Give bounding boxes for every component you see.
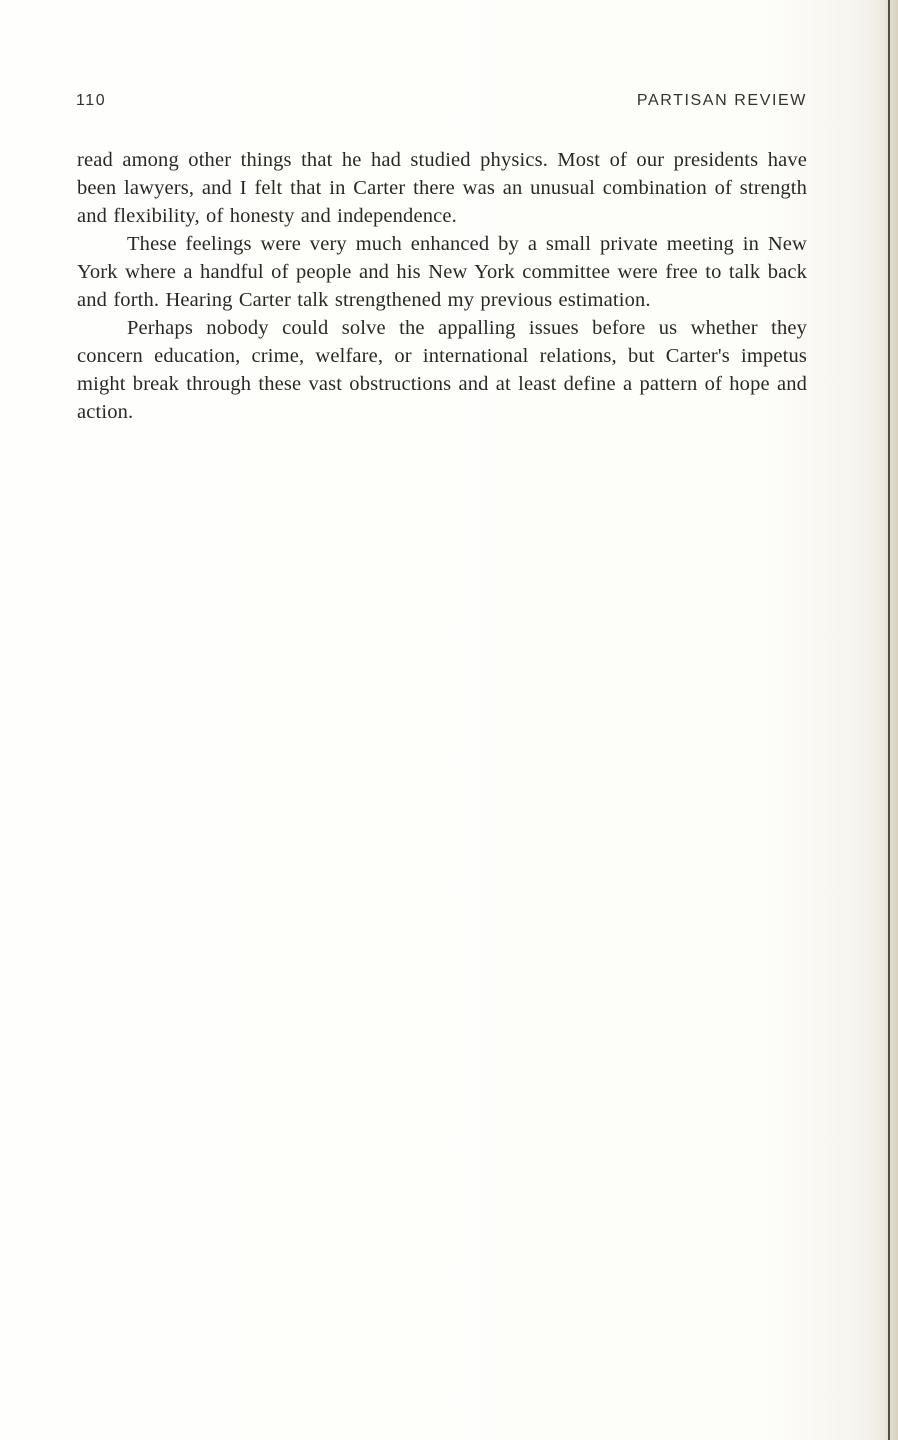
- page-number: 110: [76, 92, 107, 109]
- journal-title: PARTISAN REVIEW: [636, 92, 807, 109]
- body-text: [77, 146, 807, 426]
- page-edge-line: [888, 0, 890, 1440]
- running-head: [76, 92, 807, 116]
- paragraph-1: read among other things that he had studied physics. Most of our presidents have been lawyers, and I felt that in Carter there was an unusual combination of strength and flexibility, of honesty and independence.: [77, 149, 807, 227]
- paragraph-2: These feelings were very much enhanced by a small private meeting in New York where a handful of people and his New York committee were free to talk back and forth. Hearing Carter talk strengthened my previous estimation.: [77, 233, 807, 311]
- page-edge-shadow: [876, 0, 898, 1440]
- paragraph-3: Perhaps nobody could solve the appalling issues before us whether they concern education, crime, welfare, or international relations, but Carter's impetus might break through these vast obstructions and at least define a pattern of hope and action.: [77, 317, 807, 423]
